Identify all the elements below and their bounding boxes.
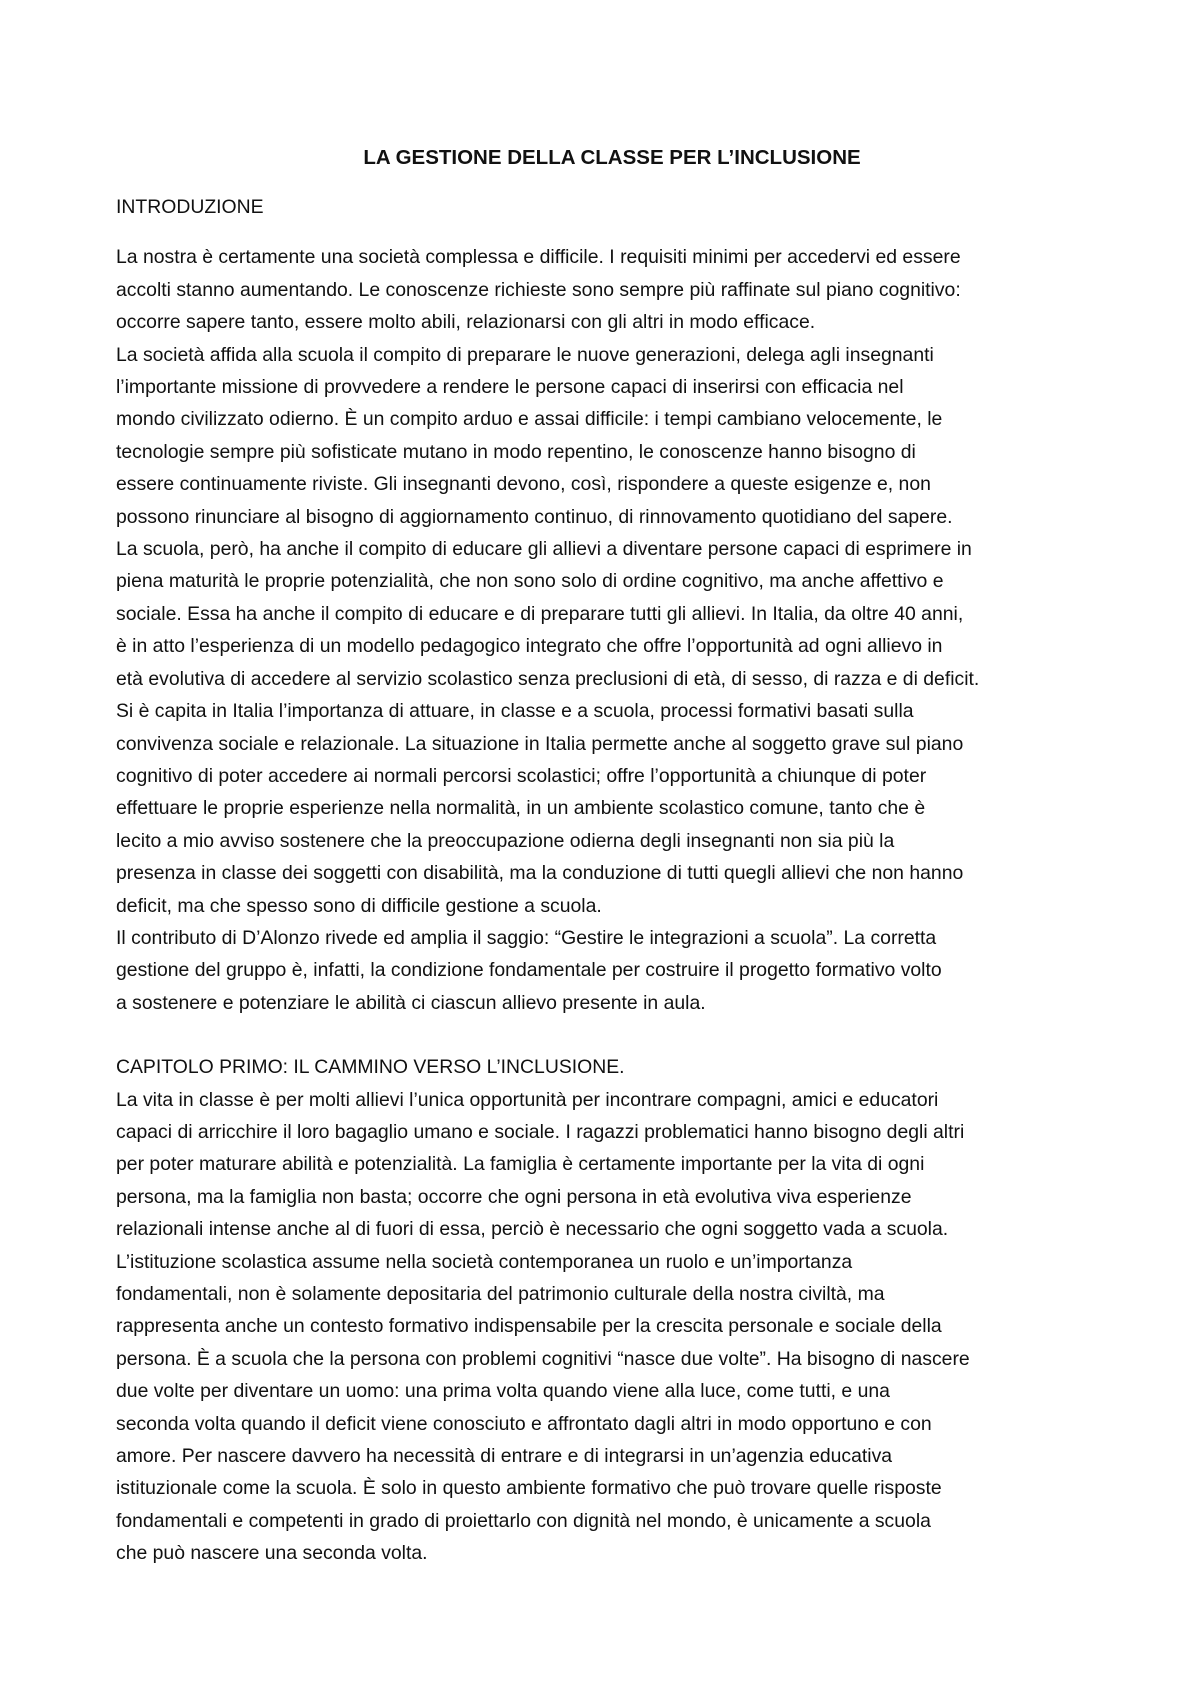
text-line: seconda volta quando il deficit viene conosciuto e affrontato dagli altri in modo opportuno e con <box>116 1412 932 1435</box>
text-line: mondo civilizzato odierno. È un compito arduo e assai difficile: i tempi cambiano velocemente, le <box>116 408 943 431</box>
text-line: capaci di arricchire il loro bagaglio umano e sociale. I ragazzi problematici hanno bisogno degli altri <box>116 1120 965 1143</box>
text-line: piena maturità le proprie potenzialità, che non sono solo di ordine cognitivo, ma anche affettivo e <box>116 570 944 593</box>
text-line: cognitivo di poter accedere ai normali percorsi scolastici; offre l’opportunità a chiunque di poter <box>116 764 927 787</box>
text-line: rappresenta anche un contesto formativo indispensabile per la crescita personale e sociale della <box>116 1315 942 1338</box>
text-line: effettuare le proprie esperienze nella normalità, in un ambiente scolastico comune, tanto che è <box>116 797 926 820</box>
text-line: L’istituzione scolastica assume nella società contemporanea un ruolo e un’importanza <box>116 1250 853 1273</box>
text-line: per poter maturare abilità e potenzialità. La famiglia è certamente importante per la vita di ogni <box>116 1153 925 1176</box>
text-line: accolti stanno aumentando. Le conoscenze richieste sono sempre più raffinate sul piano cognitivo: <box>116 278 961 301</box>
text-line: amore. Per nascere davvero ha necessità di entrare e di integrarsi in un’agenzia educativa <box>116 1445 893 1468</box>
text-line: persona. È a scuola che la persona con problemi cognitivi “nasce due volte”. Ha bisogno di nascere <box>116 1347 970 1370</box>
text-line: possono rinunciare al bisogno di aggiornamento continuo, di rinnovamento quotidiano del sapere. <box>116 505 953 528</box>
text-line: La vita in classe è per molti allievi l’unica opportunità per incontrare compagni, amici e educatori <box>116 1088 939 1111</box>
text-line: Si è capita in Italia l’importanza di attuare, in classe e a scuola, processi formativi basati sulla <box>116 700 914 723</box>
text-line: istituzionale come la scuola. È solo in questo ambiente formativo che può trovare quelle risposte <box>116 1477 942 1500</box>
text-line: Il contributo di D’Alonzo rivede ed amplia il saggio: “Gestire le integrazioni a scuola”. La corretta <box>116 926 937 949</box>
section-spacer <box>116 1019 1108 1051</box>
intro-paragraphs <box>116 241 1108 1019</box>
text-line: è in atto l’esperienza di un modello pedagogico integrato che offre l’opportunità ad ogni allievo in <box>116 635 943 658</box>
text-line: essere continuamente riviste. Gli insegnanti devono, così, rispondere a queste esigenze e, non <box>116 473 931 496</box>
document-title: LA GESTIONE DELLA CLASSE PER L’INCLUSIONE <box>363 146 861 169</box>
text-line: La scuola, però, ha anche il compito di educare gli allievi a diventare persone capaci di esprimere in <box>116 538 972 561</box>
text-line: che può nascere una seconda volta. <box>116 1542 428 1565</box>
text-line: La società affida alla scuola il compito di preparare le nuove generazioni, delega agli insegnanti <box>116 343 934 366</box>
text-line: presenza in classe dei soggetti con disabilità, ma la conduzione di tutti quegli allievi che non hanno <box>116 862 964 885</box>
chapter-one-paragraphs <box>116 1084 1108 1570</box>
text-line: due volte per diventare un uomo: una prima volta quando viene alla luce, come tutti, e una <box>116 1380 890 1403</box>
text-line: deficit, ma che spesso sono di difficile gestione a scuola. <box>116 894 602 917</box>
text-line: convivenza sociale e relazionale. La situazione in Italia permette anche al soggetto grave sul piano <box>116 732 964 755</box>
text-line: età evolutiva di accedere al servizio scolastico senza preclusioni di età, di sesso, di razza e di deficit. <box>116 667 980 690</box>
chapter-one-heading: CAPITOLO PRIMO: IL CAMMINO VERSO L’INCLUSIONE. <box>116 1056 625 1079</box>
text-line: lecito a mio avviso sostenere che la preoccupazione odierna degli insegnanti non sia più la <box>116 829 895 852</box>
text-line: l’importante missione di provvedere a rendere le persone capaci di inserirsi con efficacia nel <box>116 376 904 399</box>
document-body <box>116 142 1108 1570</box>
text-line: La nostra è certamente una società complessa e difficile. I requisiti minimi per accedervi ed essere <box>116 246 961 269</box>
text-line: gestione del gruppo è, infatti, la condizione fondamentale per costruire il progetto formativo volto <box>116 959 942 982</box>
text-line: sociale. Essa ha anche il compito di educare e di preparare tutti gli allievi. In Italia, da oltre 40 anni, <box>116 602 964 625</box>
text-line: relazionali intense anche al di fuori di essa, perciò è necessario che ogni soggetto vada a scuola. <box>116 1218 949 1241</box>
text-line: tecnologie sempre più sofisticate mutano in modo repentino, le conoscenze hanno bisogno di <box>116 440 916 463</box>
intro-heading: INTRODUZIONE <box>116 196 264 218</box>
text-line: fondamentali, non è solamente depositaria del patrimonio culturale della nostra civiltà, ma <box>116 1283 885 1305</box>
text-line: persona, ma la famiglia non basta; occorre che ogni persona in età evolutiva viva esperienze <box>116 1185 912 1208</box>
text-line: occorre sapere tanto, essere molto abili, relazionarsi con gli altri in modo efficace. <box>116 311 816 334</box>
text-line: fondamentali e competenti in grado di proiettarlo con dignità nel mondo, è unicamente a scuola <box>116 1509 931 1532</box>
text-line: a sostenere e potenziare le abilità ci ciascun allievo presente in aula. <box>116 991 706 1014</box>
